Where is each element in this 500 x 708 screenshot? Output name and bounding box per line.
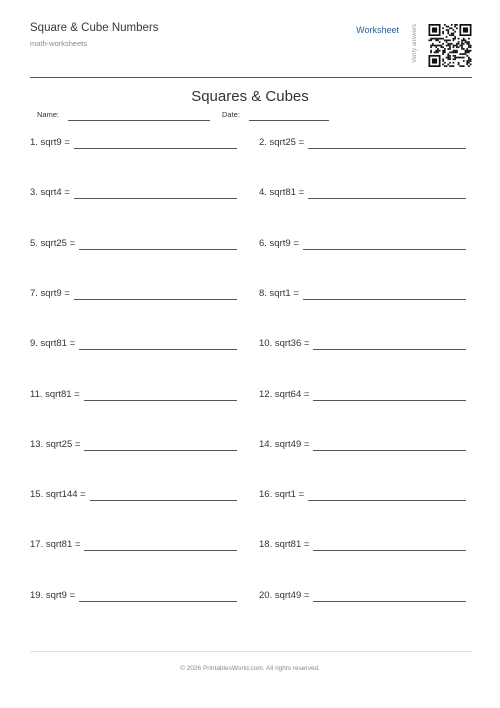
- copyright-footer: © 2026 PrintablesWorld.com. All rights reserved.: [180, 665, 320, 672]
- problem-label: 11. sqrt81 =: [30, 388, 80, 400]
- answer-line[interactable]: [313, 601, 466, 602]
- answer-line[interactable]: [313, 349, 466, 350]
- problem-label: 14. sqrt49 =: [259, 438, 310, 450]
- answer-line[interactable]: [313, 550, 466, 551]
- answer-line[interactable]: [308, 198, 466, 199]
- problem-item: [259, 238, 466, 252]
- problem-label: 17. sqrt81 =: [30, 539, 81, 551]
- problem-item: [30, 288, 237, 302]
- name-field[interactable]: [68, 120, 210, 121]
- problem-label: 9. sqrt81 =: [30, 338, 76, 350]
- problem-label: 1. sqrt9 =: [30, 137, 70, 148]
- worksheet-header: [30, 22, 470, 78]
- problem-item: [30, 539, 237, 553]
- problem-label: 2. sqrt25 =: [259, 137, 305, 148]
- date-label: Date:: [222, 110, 240, 119]
- answer-line[interactable]: [90, 500, 237, 501]
- answer-line[interactable]: [79, 601, 237, 602]
- problem-item: [30, 238, 237, 252]
- problem-item: [259, 489, 466, 503]
- worksheet-tag: Worksheet: [356, 25, 399, 35]
- worksheet-subtitle: math-worksheets: [30, 39, 88, 48]
- problem-label: 8. sqrt1 =: [259, 287, 299, 299]
- sheet-title: Squares & Cubes: [191, 88, 309, 105]
- qr-code-icon[interactable]: [428, 18, 472, 72]
- name-label: Name:: [37, 110, 60, 119]
- date-field[interactable]: [249, 120, 329, 121]
- answer-line[interactable]: [313, 400, 466, 401]
- problem-label: 5. sqrt25 =: [30, 237, 76, 249]
- answer-line[interactable]: [79, 249, 237, 250]
- problem-item: [259, 590, 466, 604]
- answer-line[interactable]: [303, 299, 466, 300]
- problem-item: [30, 137, 237, 151]
- problem-item: [259, 288, 466, 302]
- problem-label: 16. sqrt1 =: [259, 489, 305, 501]
- answer-line[interactable]: [79, 349, 237, 350]
- problem-label: 6. sqrt9 =: [259, 237, 299, 249]
- problem-item: [30, 338, 237, 352]
- problem-item: [30, 187, 237, 201]
- problem-label: 10. sqrt36 =: [259, 338, 310, 350]
- problem-item: [259, 137, 466, 151]
- answer-line[interactable]: [74, 299, 237, 300]
- problem-label: 19. sqrt9 =: [30, 589, 76, 601]
- verify-answers-label: Verify answers: [412, 23, 418, 63]
- problem-item: [30, 439, 237, 453]
- answer-line[interactable]: [84, 400, 237, 401]
- answer-line[interactable]: [74, 148, 237, 149]
- answer-line[interactable]: [84, 550, 237, 551]
- problem-item: [30, 489, 237, 503]
- footer-divider: [30, 651, 472, 652]
- problem-item: [259, 539, 466, 553]
- problem-label: 13. sqrt25 =: [30, 438, 81, 450]
- problem-label: 3. sqrt4 =: [30, 187, 70, 199]
- problem-item: [259, 338, 466, 352]
- header-divider: [30, 77, 472, 78]
- problem-item: [30, 389, 237, 403]
- answer-line[interactable]: [313, 450, 466, 451]
- answer-line[interactable]: [308, 500, 466, 501]
- answer-line[interactable]: [308, 148, 466, 149]
- problem-item: [259, 389, 466, 403]
- worksheet-category-title: Square & Cube Numbers: [30, 22, 159, 34]
- problem-item: [259, 187, 466, 201]
- problem-item: [30, 590, 237, 604]
- problem-label: 15. sqrt144 =: [30, 489, 86, 501]
- problem-label: 18. sqrt81 =: [259, 539, 310, 551]
- answer-line[interactable]: [84, 450, 237, 451]
- problem-label: 7. sqrt9 =: [30, 287, 70, 299]
- problem-label: 20. sqrt49 =: [259, 589, 310, 601]
- problem-label: 12. sqrt64 =: [259, 388, 310, 400]
- answer-line[interactable]: [303, 249, 466, 250]
- problem-label: 4. sqrt81 =: [259, 187, 305, 199]
- problem-item: [259, 439, 466, 453]
- answer-line[interactable]: [74, 198, 237, 199]
